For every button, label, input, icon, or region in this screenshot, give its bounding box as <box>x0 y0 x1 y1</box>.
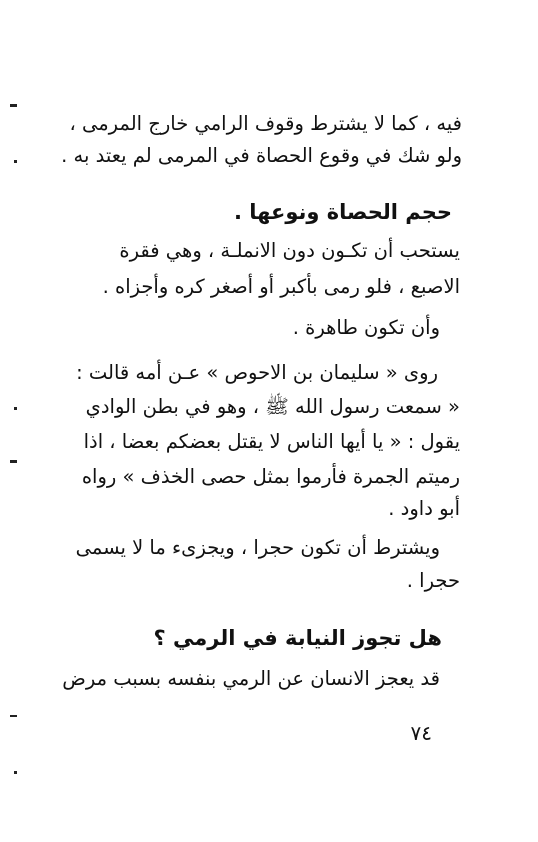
scan-mark <box>14 771 17 774</box>
paragraph-line: روى « سليمان بن الاحوص » عـن أمه قالت : <box>76 361 438 384</box>
scan-mark <box>10 460 17 463</box>
paragraph-line: يستحب أن تكـون دون الانملـة ، وهي فقرة <box>119 239 460 262</box>
paragraph-line: قد يعجز الانسان عن الرمي بنفسه بسبب مرض <box>62 667 440 690</box>
section-heading: حجم الحصاة ونوعها . <box>233 200 452 224</box>
paragraph-line: فيه ، كما لا يشترط وقوف الرامي خارج المرمى ، <box>69 112 462 135</box>
paragraph-line: ولو شك في وقوع الحصاة في المرمى لم يعتد به . <box>61 144 462 167</box>
paragraph-line: يقول : « يا أيها الناس لا يقتل بعضكم بعضا ، اذا <box>83 430 460 453</box>
scan-mark <box>14 160 17 163</box>
scan-mark <box>14 407 17 410</box>
paragraph-line: رميتم الجمرة فأرموا بمثل حصى الخذف » رواه <box>81 465 460 488</box>
paragraph-line: « سمعت رسول الله ﷺ ، وهو في بطن الوادي <box>85 395 460 418</box>
paragraph-line: ويشترط أن تكون حجرا ، ويجزىء ما لا يسمى <box>75 536 440 559</box>
paragraph-line: وأن تكون طاهرة . <box>292 316 440 339</box>
paragraph-line: أبو داود . <box>388 497 460 520</box>
scan-mark <box>10 715 17 717</box>
page-number: ٧٤ <box>410 721 432 745</box>
section-heading: هل تجوز النيابة في الرمي ؟ <box>153 626 442 650</box>
paragraph-line: الاصبع ، فلو رمى بأكبر أو أصغر كره وأجزاه . <box>102 275 460 298</box>
scan-mark <box>10 104 17 107</box>
paragraph-line: حجرا . <box>406 569 460 592</box>
